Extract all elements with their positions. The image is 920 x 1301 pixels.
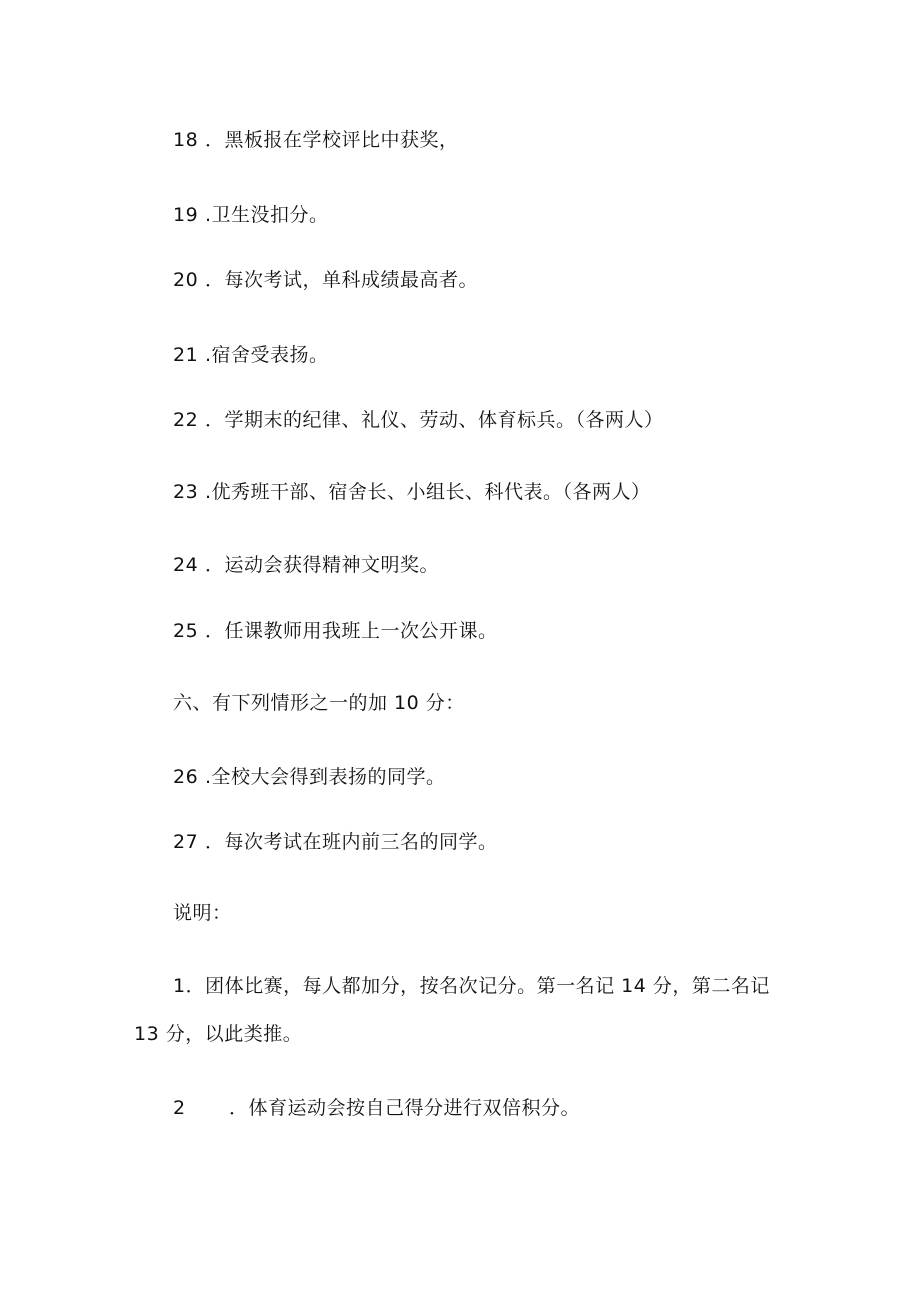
item-text: .卫生没扣分。	[205, 204, 329, 226]
item-number: 20	[173, 269, 199, 291]
item-text: ．每次考试在班内前三名的同学。	[205, 831, 498, 853]
item-number: 22	[173, 409, 199, 431]
list-item	[173, 480, 651, 504]
note-text: ．团体比赛，每人都加分，按名次记分。第一名记 14 分，第二名记 13 分，以此类推。	[134, 975, 770, 1045]
note-paragraph	[134, 962, 784, 1058]
item-number: 18	[173, 129, 199, 151]
item-number: 21	[173, 344, 199, 366]
list-item	[173, 553, 439, 577]
item-text: ．学期末的纪律、礼仪、劳动、体育标兵。（各两人）	[205, 409, 664, 431]
note-number: 1	[173, 975, 186, 997]
list-item	[173, 765, 446, 789]
item-text: ．每次考试，单科成绩最高者。	[205, 269, 479, 291]
note-paragraph	[173, 1096, 580, 1120]
section-heading: 六、有下列情形之一的加 10 分：	[173, 692, 465, 714]
item-number: 23	[173, 481, 199, 503]
item-text: .宿舍受表扬。	[205, 344, 329, 366]
list-item	[173, 619, 498, 643]
list-item	[173, 343, 329, 367]
item-number: 24	[173, 554, 199, 576]
list-item	[173, 408, 664, 432]
note-text: ．体育运动会按自己得分进行双倍积分。	[229, 1097, 581, 1119]
list-item	[173, 128, 459, 152]
item-text: ．任课教师用我班上一次公开课。	[205, 620, 498, 642]
item-text: .全校大会得到表扬的同学。	[205, 766, 446, 788]
list-item	[173, 268, 478, 292]
item-number: 19	[173, 204, 199, 226]
list-item	[173, 830, 498, 854]
notes-heading: 说明：	[173, 902, 232, 924]
item-text: ．运动会获得精神文明奖。	[205, 554, 440, 576]
item-number: 26	[173, 766, 199, 788]
list-item	[173, 203, 329, 227]
note-number: 2	[173, 1097, 186, 1119]
item-number: 27	[173, 831, 199, 853]
item-text: .优秀班干部、宿舍长、小组长、科代表。（各两人）	[205, 481, 651, 503]
item-text: ．黑板报在学校评比中获奖，	[205, 129, 459, 151]
item-number: 25	[173, 620, 199, 642]
